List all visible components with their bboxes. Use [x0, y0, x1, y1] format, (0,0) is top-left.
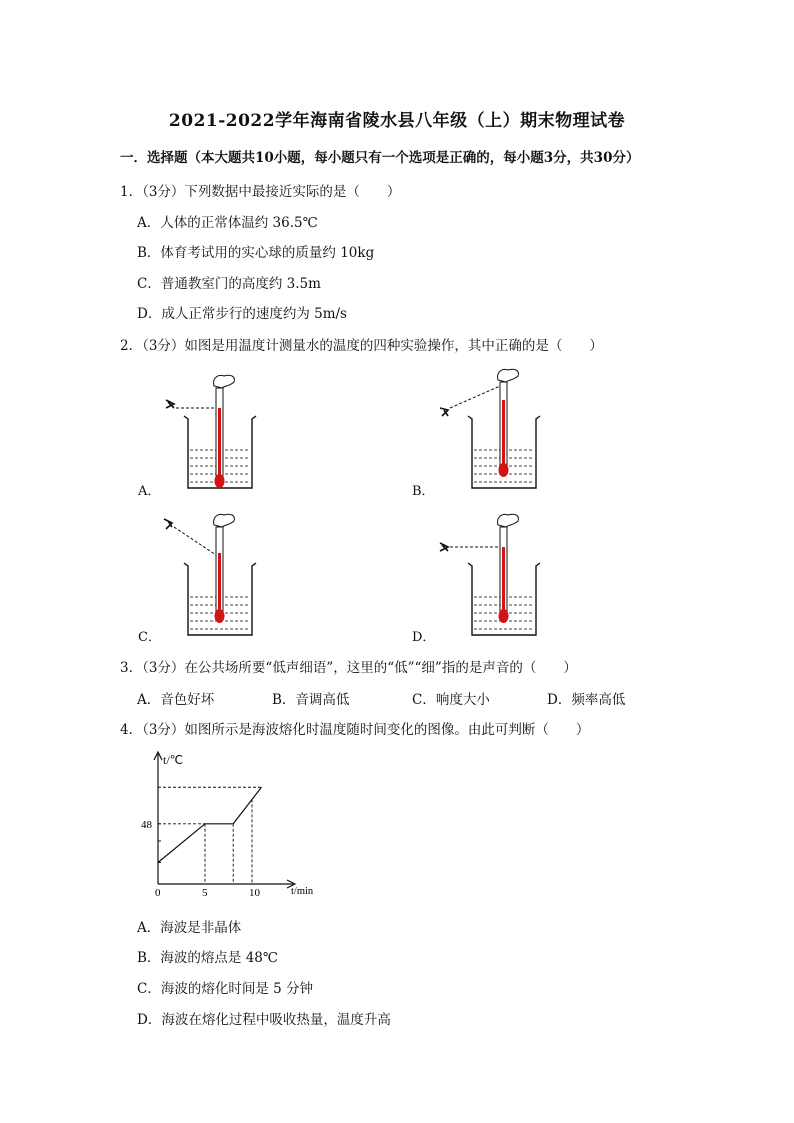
q3-stem: 3．（3分）在公共场所要“低声细语”，这里的“低”“细”指的是声音的（ ）	[120, 660, 577, 676]
x-tick-label-1: 5	[202, 887, 208, 898]
y-tick-label-0: 48	[141, 818, 152, 831]
q3-option-a[interactable]: A．音色好坏	[137, 692, 215, 708]
q1-option-b[interactable]: B．体育考试用的实心球的质量约 10kg	[137, 245, 375, 261]
q2-label-b[interactable]: B．	[412, 484, 435, 499]
q2-figure-c	[160, 505, 270, 640]
q2-figure-d	[436, 505, 556, 640]
q3-option-b[interactable]: B．音调高低	[272, 692, 350, 708]
q4-stem: 4．（3分）如图所示是海波熔化时温度随时间变化的图像。由此可判断（ ）	[120, 722, 590, 738]
x-axis-label: t/min	[291, 886, 314, 897]
x-tick-label-2: 10	[249, 887, 260, 898]
q4-option-c[interactable]: C．海波的熔化时间是 5 分钟	[137, 981, 314, 997]
q2-label-a[interactable]: A．	[138, 484, 161, 499]
q2-label-d[interactable]: D．	[412, 630, 436, 645]
melting-chart	[135, 748, 330, 898]
q2-figure-b	[436, 360, 556, 493]
q3-option-c[interactable]: C．响度大小	[412, 692, 490, 708]
section-heading: 一．选择题（本大题共10小题，每小题只有一个选项是正确的，每小题3分，共30分）	[120, 150, 640, 166]
q4-option-b[interactable]: B．海波的熔点是 48℃	[137, 950, 278, 966]
q2-figure-a	[160, 368, 270, 493]
q4-option-d[interactable]: D．海波在熔化过程中吸收热量，温度升高	[137, 1012, 391, 1028]
q1-option-c[interactable]: C．普通教室门的高度约 3.5m	[137, 276, 321, 292]
q4-option-a[interactable]: A．海波是非晶体	[137, 920, 242, 936]
q1-option-d[interactable]: D．成人正常步行的速度约为 5m/s	[137, 306, 347, 322]
q3-option-d[interactable]: D．频率高低	[547, 692, 626, 708]
q2-stem: 2．（3分）如图是用温度计测量水的温度的四种实验操作，其中正确的是（ ）	[120, 338, 603, 354]
series-line	[158, 787, 261, 862]
q1-option-a[interactable]: A．人体的正常体温约 36.5℃	[137, 215, 318, 231]
y-axis-label: t/℃	[163, 753, 184, 767]
q2-label-c[interactable]: C．	[138, 630, 161, 645]
page-title: 2021-2022学年海南省陵水县八年级（上）期末物理试卷	[168, 111, 626, 131]
x-tick-label-0: 0	[155, 887, 161, 898]
q1-stem: 1．（3分）下列数据中最接近实际的是（ ）	[120, 184, 401, 200]
